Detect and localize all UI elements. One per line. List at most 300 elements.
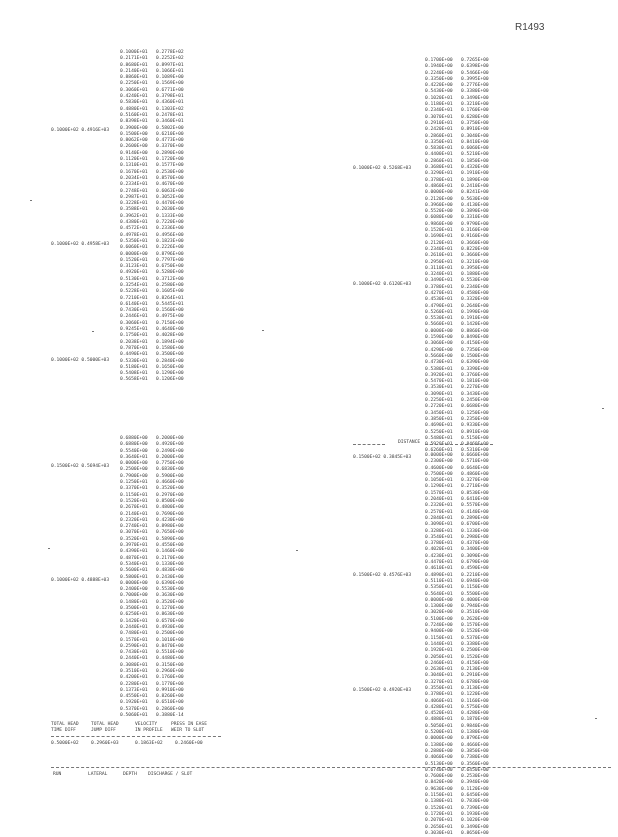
distance-value: 0.0000E+00 [425,597,453,603]
distance-value: 0.4240E+01 [120,94,148,100]
depth-value: 0.1850E+00 [461,158,489,164]
depth-value: 0.2410E+00 [461,183,489,189]
depth-value: 0.1420E+00 [461,322,489,328]
distance-value: 0.3270E+01 [425,679,453,685]
distance-value: 0.0000E+00 [120,251,148,257]
scan-speck [30,200,32,201]
distance-value: 0.3090E+01 [425,522,453,528]
scan-speck [48,548,50,549]
distance-value: 0.5110E+01 [425,578,453,584]
depth-value: 0.4230E+00 [156,517,184,523]
depth-value: 0.3090E+00 [461,553,489,559]
distance-value: 0.5370E+01 [120,706,148,712]
distance-value: 0.2440E+01 [120,656,148,662]
distance-value: 0.5470E+01 [425,379,453,385]
depth-value: 0.6660E+00 [461,453,489,458]
depth-value: 0.1380E+00 [461,730,489,736]
depth-value: 0.6830E+00 [156,467,184,473]
depth-value: 0.3160E+00 [461,228,489,234]
depth-value: 0.2000E+00 [156,436,184,441]
depth-value: 0.8490E+00 [461,335,489,341]
distance-value: 0.3240E+01 [425,272,453,278]
distance-value: 0.2070E+01 [425,818,453,824]
distance-value: 0.3060E+00 [425,341,453,347]
distance-value: 0.2650E+01 [425,824,453,830]
depth-value: 0.5570E+00 [461,503,489,509]
depth-value: 0.1810E+00 [461,379,489,385]
depth-value: 0.8796E+00 [156,251,184,257]
depth-value: 0.2270E+00 [461,385,489,391]
left-bottom-label-2: 0.1000E+02 0.4888E+03 [51,578,110,583]
depth-value: 0.5630E+00 [461,196,489,202]
depth-value: 0.1303E+02 [156,106,184,112]
distance-value: 0.7900E+00 [120,473,148,479]
distance-value: 0.4230E+01 [425,553,453,559]
distance-value: 0.2670E+01 [120,505,148,511]
depth-value: 0.3370E+00 [156,144,184,150]
distance-value: 0.5200E+01 [425,730,453,736]
summary-value-2: 0.2960E+03 [91,741,119,746]
depth-value: 0.3380E+00 [461,641,489,647]
distance-value: 0.3970E+01 [120,543,148,549]
depth-value: 0.5500E+00 [461,591,489,597]
depth-value: 0.7150E+00 [156,320,184,326]
depth-value: 0.5890E+00 [156,536,184,542]
distance-value: 0.5160E+01 [120,112,148,118]
summary-header-3a: VELOCITY [135,722,158,727]
left-top-label-3: 0.1000E+02 0.5000E+03 [51,358,110,363]
depth-value: 0.5445E+01 [156,301,184,307]
distance-value: 0.3123E+01 [120,264,148,270]
summary-value-3: 0.1863E+02 [135,741,163,746]
distance-value: 0.2034E+01 [120,175,148,181]
depth-value: 0.2500E+00 [461,648,489,654]
depth-value: 0.4920E+00 [156,442,184,448]
summary-header-3b: IN PROFILE [135,728,163,733]
summary-header-4 [171,722,207,734]
distance-value: 0.1920E+01 [120,700,148,706]
depth-value: 0.3520E+00 [156,599,184,605]
depth-value: 0.4956E+00 [156,232,184,238]
distance-value: 0.0000E+00 [425,190,453,196]
distance-value: 0.5540E+00 [120,448,148,454]
distance-value: 0.1520E+01 [425,805,453,811]
depth-value: 0.9160E+00 [461,234,489,240]
distance-value: 0.5658E+01 [120,377,148,383]
depth-value: 0.3310E+00 [461,215,489,221]
depth-value: 0.2500E+00 [156,631,184,637]
distance-value: 0.7430E+01 [120,650,148,656]
depth-value: 0.2430E+00 [156,574,184,580]
depth-value: 0.4975E+00 [156,314,184,320]
depth-value: 0.8530E+00 [461,490,489,496]
distance-value: 0.4020E+01 [425,547,453,553]
depth-value: 0.1330E+00 [156,561,184,567]
depth-value: 0.1290E+00 [156,371,184,377]
distance-value: 0.6080E+00 [425,215,453,221]
depth-value: 0.2130E+00 [461,667,489,673]
depth-value: 0.5280E+00 [156,270,184,276]
depth-value: 0.2640E+00 [461,303,489,309]
depth-value: 0.1460E+00 [156,549,184,555]
distance-value: 0.2300E+00 [425,459,453,465]
distance-value: 0.5640E+01 [425,591,453,597]
distance-value: 0.4790E+01 [425,303,453,309]
depth-value: 0.4000E+00 [461,597,489,603]
depth-value: 0.8910E+00 [461,429,489,435]
distance-value: 0.4530E+01 [425,297,453,303]
distance-value: 0.1373E+01 [120,687,148,693]
distance-value: 0.4730E+01 [425,360,453,366]
distance-value: 0.2140E+01 [120,68,148,74]
depth-value: 0.5210E+00 [461,152,489,158]
distance-header: DISTANCE [398,440,421,445]
depth-value: 0.1250E+00 [461,410,489,416]
right-top-label-1: 0.1000E+02 0.5268E+03 [353,166,412,171]
depth-value: 0.1650E+00 [156,364,184,370]
depth-value: 0.2252E+02 [156,56,184,62]
distance-value: 0.3680E+01 [425,165,453,171]
depth-value: 0.3880E-14 [156,713,184,719]
depth-value: 0.9910E+00 [156,687,184,693]
depth-value: 0.4930E+00 [156,624,184,630]
depth-value: 0.4550E+00 [156,543,184,549]
depth-value: 0.6780E+00 [461,679,489,685]
distance-value: 0.2840E+01 [425,515,453,521]
distance-value: 0.1300E+00 [425,604,453,610]
depth-value: 0.6390E+00 [156,580,184,586]
distance-value: 0.3350E+01 [425,139,453,145]
depth-value: 0.3210E+00 [461,102,489,108]
distance-value: 0.3780E+01 [425,541,453,547]
distance-value: 0.1150E+01 [425,793,453,799]
distance-value: 0.5340E+01 [120,561,148,567]
depth-value: 0.6060E+00 [461,146,489,152]
depth-value: 0.1910E+00 [461,171,489,177]
distance-value: 0.3290E+01 [425,171,453,177]
depth-value: 0.3940E+00 [461,780,489,786]
distance-value: 0.9140E+00 [120,150,148,156]
distance-value: 0.1700E+00 [425,58,453,63]
distance-value: 0.3520E+01 [120,536,148,542]
distance-value: 0.3540E+01 [425,534,453,540]
distance-value: 0.3070E+01 [425,114,453,120]
distance-value: 0.4470E+01 [425,560,453,566]
scan-speck [595,718,597,719]
distance-value: 0.4220E+00 [425,83,453,89]
distance-value: 0.0000E+00 [425,328,453,334]
depth-value: 0.2030E+00 [156,207,184,213]
depth-value: 0.1330E+00 [461,528,489,534]
depth-value: 0.1760E+00 [461,108,489,114]
distance-value: 0.6880E+00 [120,436,148,441]
depth-value: 0.6450E+00 [461,793,489,799]
summary-header-1a: TOTAL HEAD [51,722,79,727]
depth-value: 0.4800E+00 [156,505,184,511]
depth-value: 0.4773E+00 [156,138,184,144]
depth-value: 0.3950E+00 [461,265,489,271]
depth-value: 0.9840E+00 [461,723,489,729]
distance-value: 0.2420E+01 [425,127,453,133]
distance-value: 0.4690E+01 [425,423,453,429]
depth-value: 0.6450E+00 [461,767,489,773]
depth-value: 0.3630E+00 [156,593,184,599]
distance-value: 0.1290E+01 [425,484,453,490]
depth-value: 0.1770E+00 [156,681,184,687]
depth-value: 0.7265E+00 [461,58,489,63]
depth-value: 0.4150E+00 [461,341,489,347]
distance-value: 0.0000E+00 [120,461,148,467]
summary-header-4b: WEIR TO SLOT [171,728,205,733]
depth-value: 0.6750E+00 [156,264,184,270]
depth-value: 0.1520E+00 [461,629,489,635]
depth-value: 0.6063E+00 [156,188,184,194]
depth-value: 0.2336E+00 [156,226,184,232]
distance-value: 0.2120E+01 [425,240,453,246]
summary-header-3 [135,722,163,734]
depth-value: 0.8260E+00 [156,694,184,700]
footer-lateral: LATERAL [88,772,108,777]
depth-value: 0.1089E+00 [156,75,184,81]
distance-value: 0.2860E+01 [425,133,453,139]
distance-value: 0.3450E+01 [425,410,453,416]
distance-value: 0.3780E+01 [425,177,453,183]
table-row [425,831,499,837]
depth-value: 0.7390E+00 [461,805,489,811]
depth-value: 0.2776E+00 [461,83,489,89]
depth-value: 0.2478E+01 [156,112,184,118]
depth-value: 0.2778E+02 [156,50,184,55]
depth-value: 0.4590E+00 [461,566,489,572]
distance-value: 0.5250E+01 [425,429,453,435]
depth-value: 0.2530E+00 [156,169,184,175]
depth-value: 0.1020E+00 [461,818,489,824]
depth-value: 0.4140E+00 [461,509,489,515]
distance-value: 0.4600E+00 [425,465,453,471]
depth-value: 0.1880E+00 [461,272,489,278]
depth-value: 0.6280E+00 [461,114,489,120]
distance-value: 0.3228E+01 [120,201,148,207]
distance-value: 0.2320E+01 [120,517,148,523]
distance-value: 0.6260E+01 [425,448,453,454]
distance-value: 0.8062E+00 [120,138,148,144]
distance-value: 0.4978E+01 [120,232,148,238]
distance-value: 0.2630E+01 [425,667,453,673]
distance-value: 0.1150E+01 [120,492,148,498]
depth-value: 0.5802E+00 [156,125,184,131]
depth-value: 0.3500E+00 [156,352,184,358]
distance-value: 0.1520E+01 [425,228,453,234]
depth-value: 0.1894E+00 [156,339,184,345]
left-top-label-1: 0.1000E+02 0.4916E+03 [51,128,110,133]
depth-value: 0.1270E+00 [156,606,184,612]
depth-value: 0.8220E+00 [461,246,489,252]
distance-value: 0.7000E+00 [120,593,148,599]
depth-value: 0.2970E+00 [156,492,184,498]
distance-value: 0.1440E+01 [425,641,453,647]
depth-value: 0.1066E+01 [156,68,184,74]
distance-value: 0.3040E+01 [425,673,453,679]
distance-value: 0.0000E+00 [425,453,453,458]
depth-value: 0.2710E+00 [461,484,489,490]
distance-value: 0.3490E+01 [425,278,453,284]
distance-value: 0.3030E+01 [425,830,453,836]
distance-value: 0.2950E+01 [425,259,453,265]
distance-value: 0.9245E+01 [120,327,148,333]
depth-value: 0.2000E+00 [156,454,184,460]
distance-value: 0.4380E+01 [120,220,148,226]
depth-value: 0.3520E+00 [156,486,184,492]
depth-value: 0.3320E+00 [461,297,489,303]
distance-value: 0.2240E+00 [425,70,453,76]
distance-value: 0.1520E+01 [120,498,148,504]
distance-value: 0.3510E+01 [120,668,148,674]
distance-value: 0.3588E+01 [120,207,148,213]
distance-value: 0.2740E+01 [120,524,148,530]
distance-value: 0.1480E+01 [120,599,148,605]
summary-rule [51,736,221,737]
distance-value: 0.2120E+00 [425,196,453,202]
distance-value: 0.1310E+01 [120,163,148,169]
depth-value: 0.8470E+00 [156,643,184,649]
distance-value: 0.1250E+01 [120,480,148,486]
depth-value: 0.8264E+01 [156,295,184,301]
depth-value: 0.1720E+00 [156,157,184,163]
distance-value: 0.4880E+01 [120,106,148,112]
right-bottom-label-3: 0.1500E+02 0.4920E+03 [353,688,412,693]
depth-value: 0.2580E+00 [156,282,184,288]
depth-value: 0.2450E+00 [461,398,489,404]
depth-value: 0.2530E+00 [461,774,489,780]
distance-value: 0.5530E+01 [425,316,453,322]
depth-value: 0.8410E+00 [461,139,489,145]
depth-value: 0.3390E+00 [461,366,489,372]
depth-value: 0.1220E+00 [461,692,489,698]
distance-value: 0.1380E+00 [425,742,453,748]
depth-value: 0.1823E+00 [156,238,184,244]
depth-value: 0.3712E+00 [156,276,184,282]
distance-value: 0.5920E+01 [425,442,453,448]
distance-value: 0.4870E+01 [120,555,148,561]
distance-value: 0.2140E+01 [120,511,148,517]
distance-value: 0.2987E+01 [120,194,148,200]
depth-value: 0.2860E+00 [156,706,184,712]
distance-value: 0.3254E+01 [120,282,148,288]
depth-value: 0.3460E+01 [156,119,184,125]
depth-value: 0.5150E+00 [461,435,489,441]
depth-value: 0.3490E+00 [461,824,489,830]
distance-value: 0.5660E+00 [425,353,453,359]
left-bottom-table [120,436,194,719]
distance-value: 0.3090E+01 [425,391,453,397]
distance-value: 0.1050E+01 [425,478,453,484]
distance-value: 0.3060E+01 [120,320,148,326]
distance-value: 0.3370E+01 [120,486,148,492]
scan-speck [92,331,94,332]
depth-value: 0.1333E+00 [156,213,184,219]
summary-header-1 [51,722,79,734]
depth-value: 0.7350E+00 [461,347,489,353]
depth-value: 0.3400E+00 [461,547,489,553]
depth-value: 0.8460E+00 [461,442,489,448]
depth-value: 0.2350E+00 [461,416,489,422]
distance-value: 0.4610E+01 [425,566,453,572]
distance-value: 0.3020E+00 [425,610,453,616]
distance-value: 0.2590E+01 [120,643,148,649]
right-top-label-2: 0.1000E+02 0.6120E+03 [353,282,412,287]
depth-value: 0.4580E+00 [461,290,489,296]
distance-value: 0.4490E+01 [120,352,148,358]
depth-value: 0.4370E+00 [461,541,489,547]
distance-value: 0.0000E+00 [425,736,453,742]
depth-value: 0.3130E+00 [461,685,489,691]
depth-value: 0.6771E+00 [156,87,184,93]
distance-value: 0.5350E+01 [120,238,148,244]
distance-value: 0.2460E+01 [425,660,453,666]
depth-value: 0.1570E+00 [461,623,489,629]
distance-value: 0.2038E+01 [120,339,148,345]
distance-value: 0.3900E+00 [120,125,148,131]
distance-rule-left [353,444,385,445]
depth-value: 0.7830E+00 [461,799,489,805]
depth-value: 0.4660E+00 [461,742,489,748]
distance-value: 0.3780E+01 [425,284,453,290]
depth-value: 0.1580E+00 [156,345,184,351]
depth-value: 0.5466E+00 [461,70,489,76]
depth-value: 0.5530E+00 [461,278,489,284]
distance-value: 0.2570E+01 [425,509,453,515]
depth-value: 0.1120E+00 [461,786,489,792]
depth-value: 0.1930E+00 [461,811,489,817]
distance-value: 0.2280E+01 [120,681,148,687]
distance-value: 0.5800E+01 [120,574,148,580]
distance-value: 0.6880E+00 [120,442,148,448]
depth-value: 0.2620E+00 [461,616,489,622]
depth-value: 0.1605E+00 [156,289,184,295]
distance-value: 0.1920E+01 [425,648,453,654]
depth-value: 0.5370E+00 [461,635,489,641]
distance-value: 0.7210E+01 [120,295,148,301]
distance-value: 0.4390E+01 [120,549,148,555]
depth-value: 0.3560E+00 [461,761,489,767]
summary-value-1: 0.5000E+02 [51,741,79,746]
depth-value: 0.3490E+00 [461,95,489,101]
depth-value: 0.8796E+00 [461,736,489,742]
distance-value: 0.5660E+01 [425,322,453,328]
depth-value: 0.1560E+00 [156,308,184,314]
depth-value: 0.1206E+00 [156,377,184,383]
distance-value: 0.3780E+01 [425,692,453,698]
depth-value: 0.1760E+00 [156,675,184,681]
distance-value: 0.1000E+01 [120,50,148,55]
depth-value: 0.7797E+00 [156,257,184,263]
distance-value: 0.1500E+00 [120,131,148,137]
depth-value: 0.1500E+00 [461,353,489,359]
depth-value: 0.1577E+00 [156,163,184,169]
distance-value: 0.5130E+00 [425,761,453,767]
depth-value: 0.4830E+00 [156,568,184,574]
distance-value: 0.5100E+00 [425,616,453,622]
distance-value: 0.5430E+00 [425,89,453,95]
distance-value: 0.6250E+01 [120,612,148,618]
distance-value: 0.1120E+01 [120,157,148,163]
depth-value: 0.3510E+00 [461,610,489,616]
depth-value: 0.7650E+00 [156,530,184,536]
depth-value: 0.2890E+00 [461,515,489,521]
distance-value: 0.2440E+01 [120,624,148,630]
summary-header-2a: TOTAL HEAD [91,722,119,727]
depth-value: 0.2340E+00 [461,284,489,290]
